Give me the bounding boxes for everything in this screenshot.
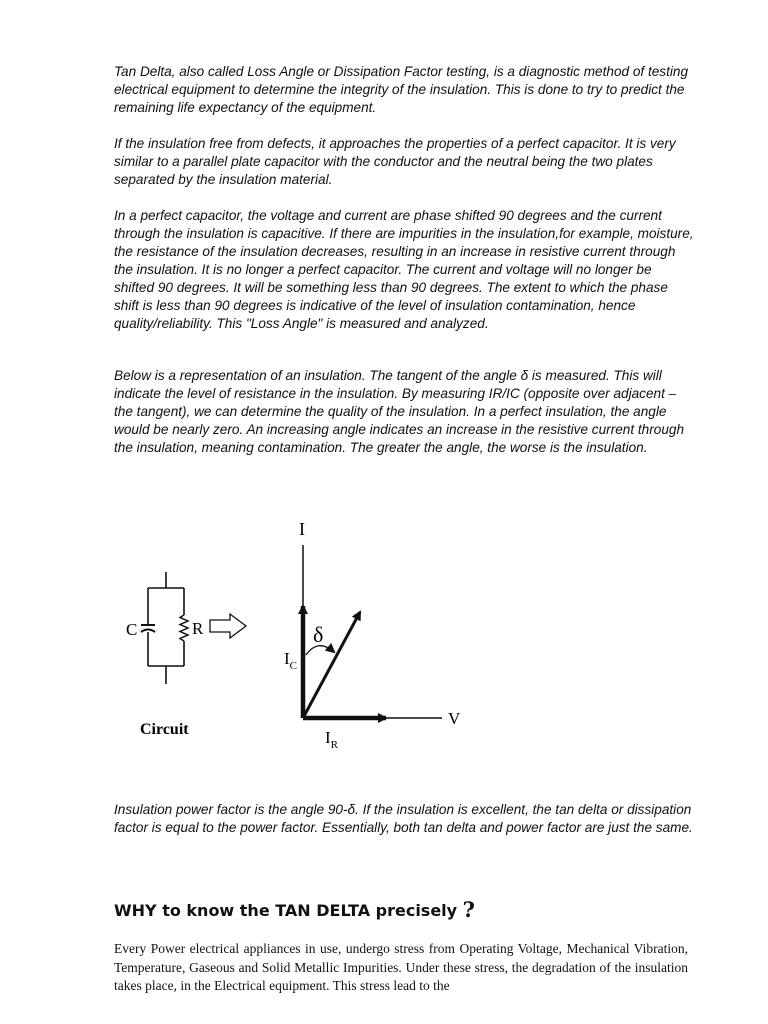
capacitor-label: C bbox=[126, 620, 138, 639]
ir-label: $I_R$ bbox=[325, 728, 339, 751]
delta-angle-arc bbox=[306, 646, 334, 655]
delta-label: δ bbox=[313, 622, 324, 647]
ic-label: $I_C$ bbox=[284, 649, 298, 672]
tan-delta-diagram bbox=[110, 505, 490, 770]
capacitor-paragraph: If the insulation free from defects, it approaches the properties of a perfect capacitor. It is very similar to a parallel plate capacitor with the conductor and the neutral being the two plates separated by the insulation material. bbox=[114, 136, 676, 187]
question-mark: ? bbox=[462, 897, 475, 922]
resistor-symbol bbox=[180, 615, 188, 641]
section-heading bbox=[114, 899, 694, 922]
intro-paragraph: Tan Delta, also called Loss Angle or Dissipation Factor testing, is a diagnostic method of testing electrical equipment to determine the integrity of the insulation. This is done to try to predict the remaining life expectancy of the equipment. bbox=[114, 64, 689, 115]
capacitor-symbol bbox=[141, 625, 155, 632]
circuit-schematic bbox=[148, 572, 184, 684]
circuit-caption: Circuit bbox=[140, 721, 189, 738]
resistor-label: R bbox=[192, 619, 204, 638]
representation-paragraph: Below is a representation of an insulation. The tangent of the angle δ is measured. This will indicate the level of resistance in the insulation. By measuring IR/IC (opposite over adjacent – the tangent), we can determine the quality of the insulation. In a perfect insulation, the angle would be nearly zero. An increasing angle indicates an increase in the resistive current through the insulation, meaning contamination. The greater the angle, the worse is the insulation. bbox=[114, 368, 685, 455]
power-factor-paragraph: Insulation power factor is the angle 90-δ. If the insulation is excellent, the tan delta or dissipation factor is equal to the power factor. Essentially, both tan delta and power factor are just the same. bbox=[114, 802, 693, 835]
current-axis-label: I bbox=[299, 519, 305, 539]
total-current-vector bbox=[303, 612, 360, 718]
section-heading-text: WHY to know the TAN DELTA precisely bbox=[114, 901, 463, 920]
perfect-capacitor-paragraph: In a perfect capacitor, the voltage and current are phase shifted 90 degrees and the current through the insulation is capacitive. If there are impurities in the insulation,for example, moisture, the resistance of the insulation decreases, resulting in an increase in resistive current through the insulation. It is no longer a perfect capacitor. The current and voltage will no longer be shifted 90 degrees. It will be something less than 90 degrees. The extent to which the phase shift is less than 90 degrees is indicative of the level of insulation contamination, hence quality/reliability. This "Loss Angle" is measured and analyzed. bbox=[114, 208, 694, 331]
right-arrow-icon bbox=[210, 614, 246, 638]
section-body-paragraph: Every Power electrical appliances in use, undergo stress from Operating Voltage, Mechanical Vibration, Temperature, Gaseous and Solid Metallic Impurities. Under these stress, the degradation of the insulation takes place, in the Electrical equipment. This stress lead to the bbox=[114, 941, 688, 993]
voltage-axis-label: V bbox=[448, 709, 461, 728]
